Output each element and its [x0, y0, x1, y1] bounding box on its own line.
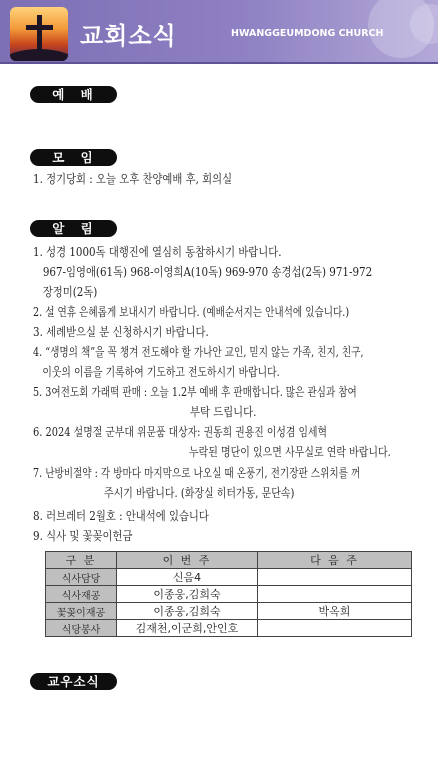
- table-row: [46, 603, 412, 620]
- row-label: 식사담당: [46, 569, 117, 586]
- announcement-line: 부탁 드립니다.: [190, 405, 257, 419]
- announcement-line: 8. 러브레터 2월호 : 안내석에 있습니다: [33, 509, 209, 523]
- this-week-cell: 신음4: [117, 569, 258, 586]
- this-week-cell: 이종웅,김희숙: [117, 586, 258, 603]
- next-week-cell: [258, 620, 412, 637]
- col-header-next-week: 다 음 주: [258, 552, 412, 569]
- announcement-line: 5. 3여전도회 가래떡 판매 : 오늘 1.2부 예배 후 판매합니다. 많은 관심과 참여: [33, 385, 357, 399]
- announcement-line: 6. 2024 설명절 군부대 위문품 대상자: 권동희 권용진 이성겸 임세혁: [33, 425, 328, 439]
- announcement-line: 9. 식사 및 꽃꽂이헌금: [33, 529, 133, 543]
- announcement-line: 4. “생명의 책”을 꼭 챙겨 전도해야 할 가나안 교인, 믿지 않는 가족, 친지, 친구,: [33, 345, 364, 359]
- announcement-line: 3. 세례받으실 분 신청하시기 바랍니다.: [33, 325, 209, 339]
- announcement-line: 1. 성경 1000독 대행진에 열심히 동참하시기 바랍니다.: [33, 245, 282, 259]
- meeting-item: 1. 정기당회 : 오늘 오후 찬양예배 후, 회의실: [33, 172, 233, 186]
- next-week-cell: [258, 586, 412, 603]
- table-row: [46, 620, 412, 637]
- col-header-category: 구 분: [46, 552, 117, 569]
- table-row: [46, 586, 412, 603]
- announcement-line: 이웃의 이름을 기록하여 기도하고 전도하시기 바랍니다.: [33, 365, 280, 379]
- page-header: [0, 0, 438, 64]
- section-announcements-label: 알 림: [30, 220, 117, 237]
- row-label: 식사재공: [46, 586, 117, 603]
- cross-sunset-icon: [10, 7, 68, 61]
- announcement-line: 주시기 바랍니다. (화장실 히터가동, 문단속): [104, 486, 295, 500]
- page-title: 교회소식: [80, 22, 177, 50]
- table-header-row: [46, 552, 412, 569]
- section-worship-label: 예 배: [30, 86, 117, 103]
- announcement-line: 2. 설 연휴 은혜롭게 보내시기 바랍니다. (예배순서지는 안내석에 있습니다.): [33, 305, 350, 319]
- this-week-cell: 김재천,이군희,안인호: [117, 620, 258, 637]
- announcement-line: 장정미(2독): [33, 285, 98, 299]
- this-week-cell: 이종웅,김희숙: [117, 603, 258, 620]
- church-name: HWANGGEUMDONG CHURCH: [231, 28, 384, 39]
- col-header-this-week: 이 번 주: [117, 552, 258, 569]
- section-members-news-label: 교우소식: [30, 673, 117, 690]
- row-label: 식당봉사: [46, 620, 117, 637]
- announcement-line: 7. 난방비절약 : 각 방마다 마지막으로 나오실 때 온풍기, 전기장판 스위치를 꺼: [33, 466, 361, 480]
- next-week-cell: [258, 569, 412, 586]
- section-meetings-label: 모 임: [30, 149, 117, 166]
- next-week-cell: 박옥희: [258, 603, 412, 620]
- announcement-line: 누락된 명단이 있으면 사무실로 연락 바랍니다.: [189, 445, 391, 459]
- row-label: 꽃꽂이재공: [46, 603, 117, 620]
- table-row: [46, 569, 412, 586]
- announcement-line: 967-임영애(61독) 968-이영희A(10독) 969-970 송경섭(2독) 971-972: [33, 265, 373, 279]
- meal-flower-table: [45, 551, 412, 637]
